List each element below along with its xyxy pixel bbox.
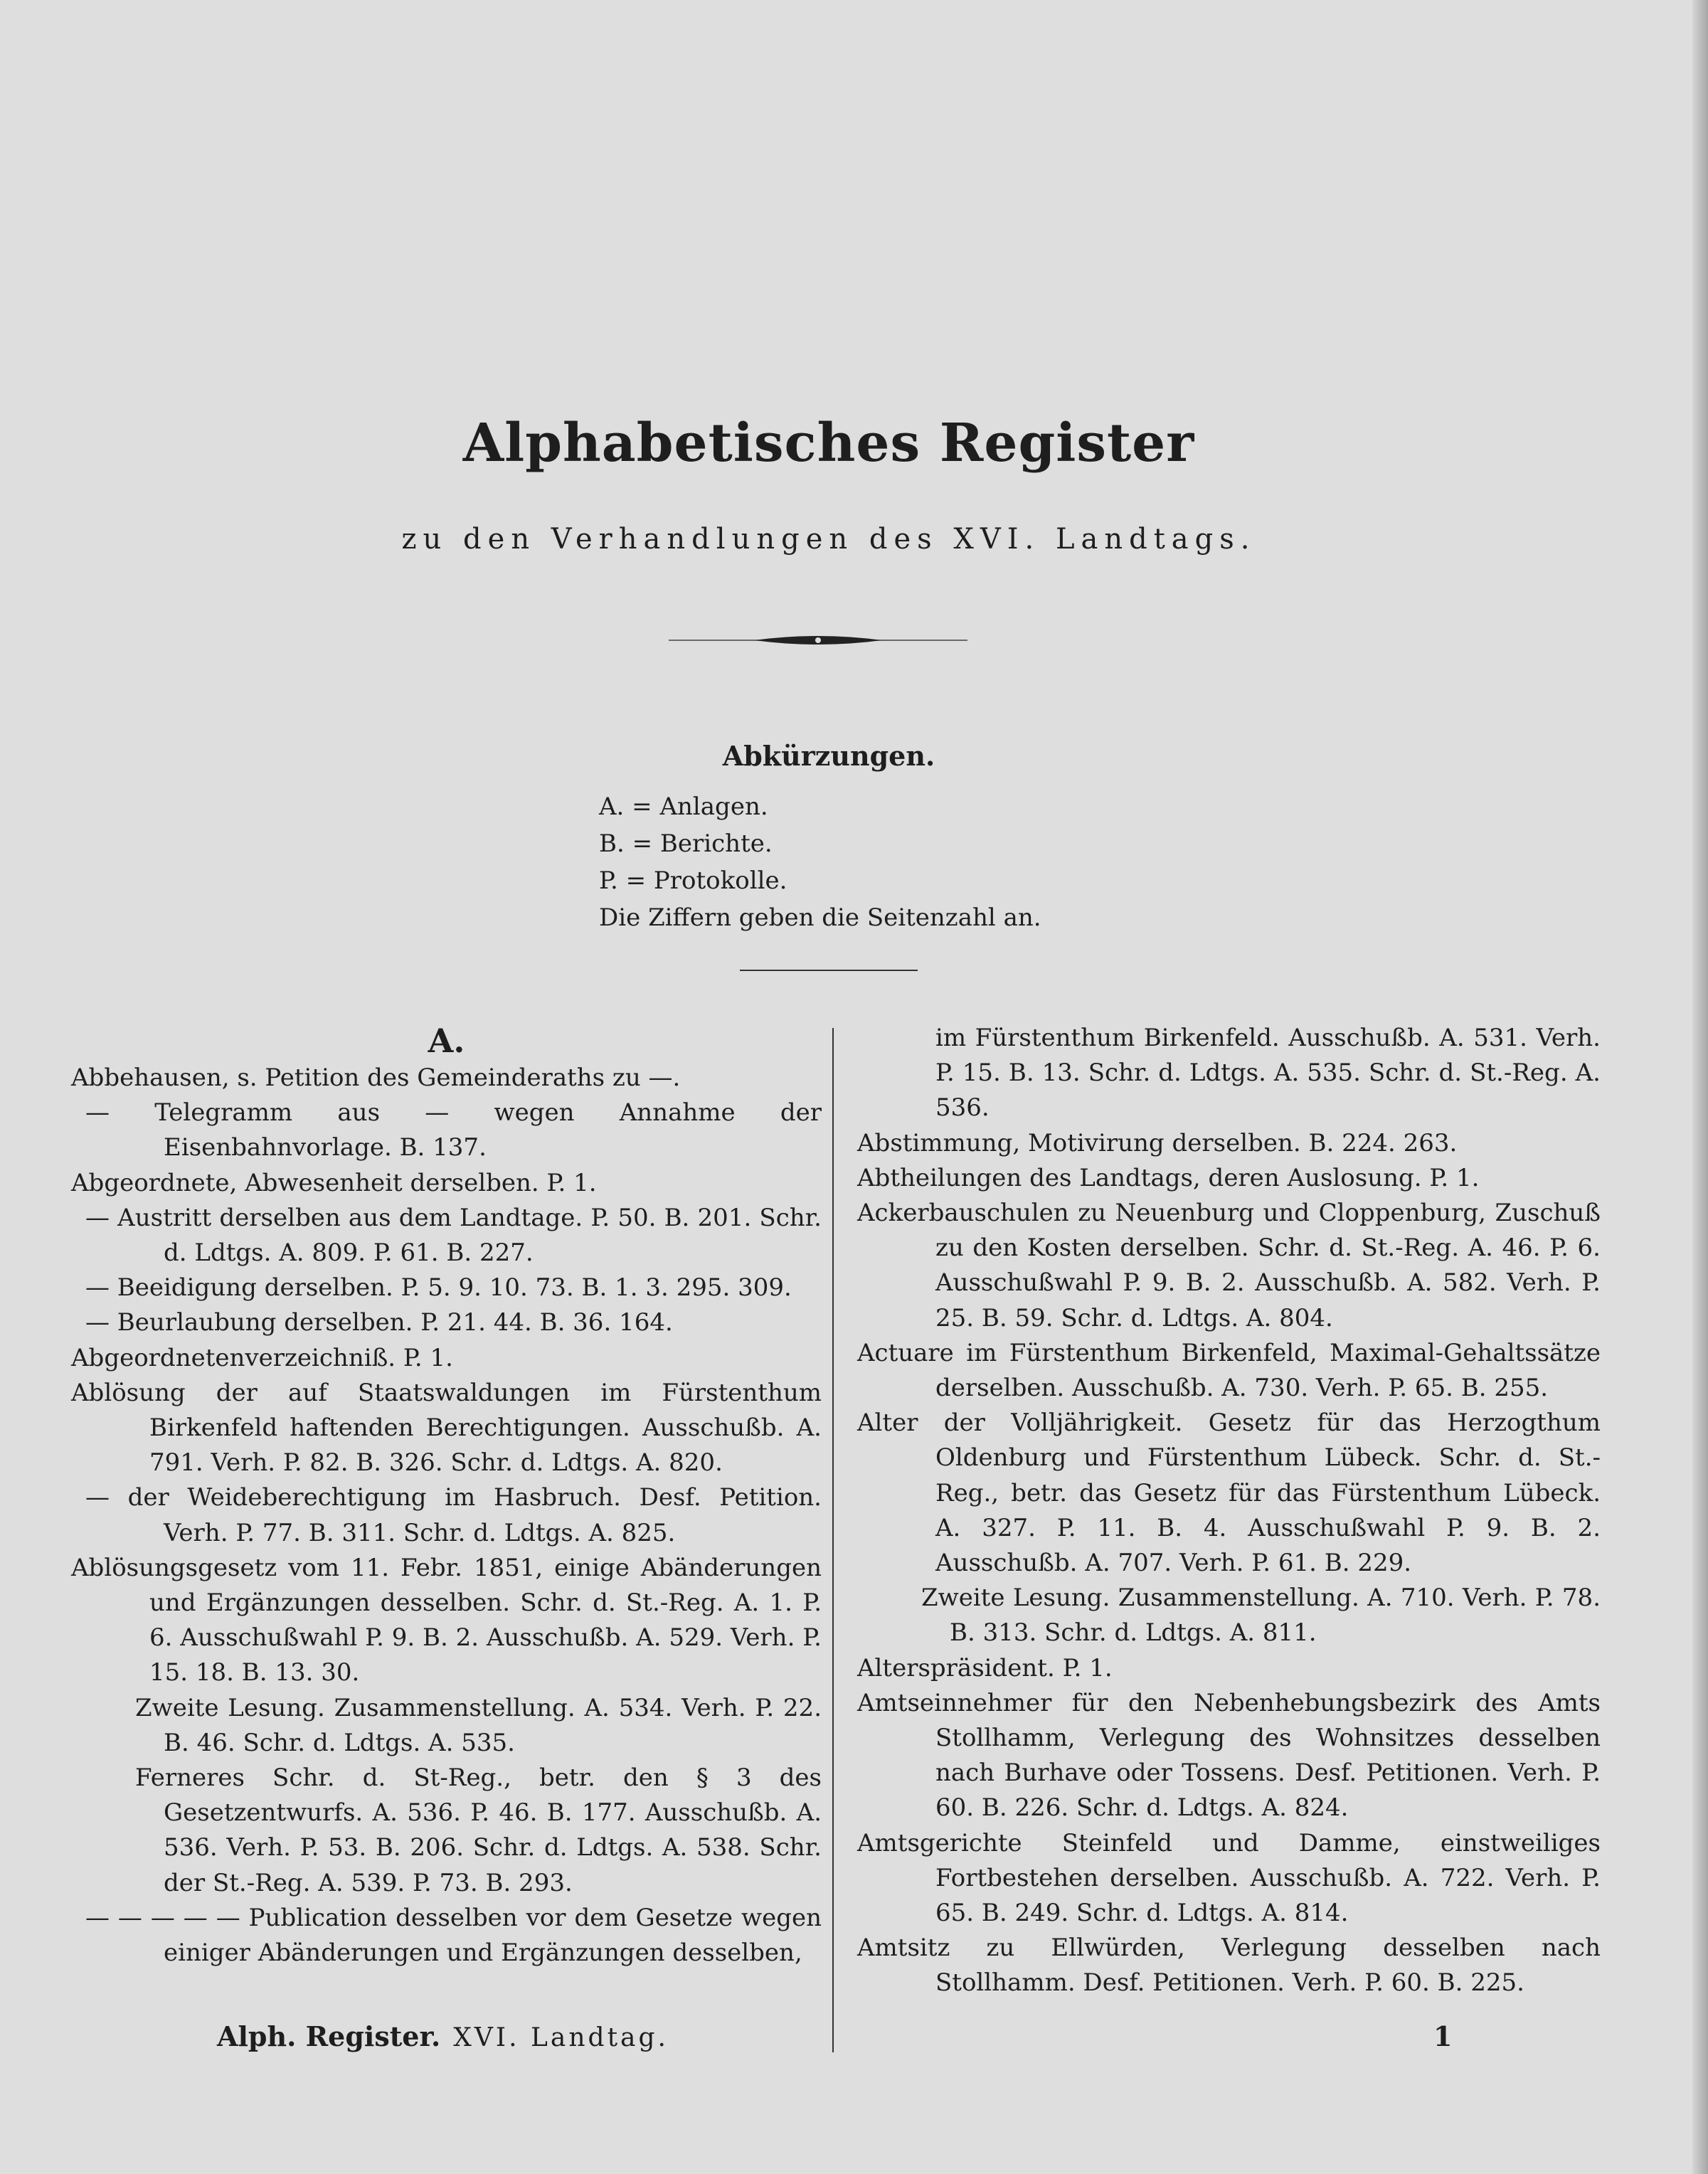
register-entry: Abbehausen, s. Petition des Gemeinderaths zu —. — [71, 1064, 681, 1092]
register-entry: Amtsitz zu Ellwürden, Verlegung desselben nach Stollhamm. Desf. Petitionen. Verh. P. 60. B. 225. — [857, 1934, 1601, 1998]
footer-landtag-label: XVI. Landtag. — [453, 2023, 669, 2052]
right-column — [857, 1021, 1601, 2001]
register-subentry: Zweite Lesung. Zusammenstellung. A. 534. Verh. P. 22. B. 46. Schr. d. Ldtgs. A. 535. — [135, 1693, 822, 1757]
register-entry: Abstimmung, Motivirung derselben. B. 224. 263. — [857, 1128, 1458, 1157]
register-entry: Amtsgerichte Steinfeld und Damme, einstweiliges Fortbestehen derselben. Ausschußb. A. 722. Verh. P. 65. B. 249. Schr. d. Ldtgs. A. 814. — [857, 1828, 1601, 1928]
register-subentry: Ferneres Schr. d. St-Reg., betr. den § 3 des Gesetzentwurfs. A. 536. P. 46. B. 177. Ausschußb. A. 536. Verh. P. 53. B. 206. Schr. d. Ldtgs. A. 538. Schr. der St.-Reg. A. 539. P. 73. B. 293. — [135, 1764, 822, 1897]
register-subentry: — Austritt derselben aus dem Landtage. P. 50. B. 201. Schr. d. Ldtgs. A. 809. P. 61. B. 227. — [85, 1203, 822, 1268]
register-entry: Abtheilungen des Landtags, deren Auslosung. P. 1. — [857, 1163, 1480, 1192]
register-subentry: — — — — — Publication desselben vor dem Gesetze wegen einiger Abänderungen und Ergänzungen desselben, — [85, 1903, 822, 1968]
register-entry: Ackerbauschulen zu Neuenburg und Cloppenburg, Zuschuß zu den Kosten derselben. Schr. d. St.-Reg. A. 46. P. 6. Ausschußwahl P. 9. B. 2. Ausschußb. A. 582. Verh. P. 25. B. 59. Schr. d. Ldtgs. A. 804. — [857, 1199, 1601, 1332]
page-number: 1 — [1433, 2020, 1453, 2052]
section-rule — [740, 970, 918, 971]
register-subentry: Zweite Lesung. Zusammenstellung. A. 710. Verh. P. 78. B. 313. Schr. d. Ldtgs. A. 811. — [921, 1584, 1601, 1648]
register-entry: Alterspräsident. P. 1. — [857, 1653, 1113, 1682]
abbreviation-note: Die Ziffern geben die Seitenzahl an. — [599, 903, 1041, 932]
register-entry: Actuare im Fürstenthum Birkenfeld, Maximal-Gehaltssätze derselben. Ausschußb. A. 730. Verh. P. 65. B. 255. — [857, 1338, 1601, 1403]
register-entry: Abgeordnete, Abwesenheit derselben. P. 1. — [71, 1168, 597, 1197]
register-entry: Abgeordnetenverzeichniß. P. 1. — [71, 1343, 453, 1372]
register-subentry: — der Weideberechtigung im Hasbruch. Desf. Petition. Verh. P. 77. B. 311. Schr. d. Ldtgs. A. 825. — [85, 1483, 822, 1547]
ornament-divider-icon — [669, 632, 967, 649]
register-entry: Ablösung der auf Staatswaldungen im Fürstenthum Birkenfeld haftenden Berechtigungen. Ausschußb. A. 791. Verh. P. 82. B. 326. Schr. d. Ldtgs. A. 820. — [71, 1378, 822, 1478]
column-divider — [832, 1028, 834, 2052]
abbreviation-line: B. = Berichte. — [599, 829, 773, 858]
page-subtitle: zu den Verhandlungen des XVI. Landtags. — [401, 523, 1256, 556]
page-title: Alphabetisches Register — [462, 413, 1195, 474]
page-footer — [217, 2020, 1469, 2052]
section-letter: A. — [428, 1022, 465, 1060]
register-subentry: — Telegramm aus — wegen Annahme der Eisenbahnvorlage. B. 137. — [85, 1098, 822, 1162]
register-entry: Amtseinnehmer für den Nebenhebungsbezirk des Amts Stollhamm, Verlegung des Wohnsitzes desselben nach Burhave oder Tossens. Desf. Petitionen. Verh. P. 60. B. 226. Schr. d. Ldtgs. A. 824. — [857, 1688, 1601, 1823]
abbreviations-list — [599, 788, 1041, 936]
footer-register-label: Alph. Register. — [217, 2020, 441, 2052]
register-subentry: — Beurlaubung derselben. P. 21. 44. B. 36. 164. — [85, 1308, 673, 1337]
register-subentry: — Beeidigung derselben. P. 5. 9. 10. 73. B. 1. 3. 295. 309. — [85, 1273, 792, 1303]
register-continuation: im Fürstenthum Birkenfeld. Ausschußb. A. 531. Verh. P. 15. B. 13. Schr. d. Ldtgs. A. 535. Schr. d. St.-Reg. A. 536. — [935, 1024, 1601, 1123]
abbreviation-line: P. = Protokolle. — [599, 866, 787, 895]
abbreviation-line: A. = Anlagen. — [599, 792, 768, 821]
left-column — [71, 1021, 822, 1971]
register-entry: Ablösungsgesetz vom 11. Febr. 1851, einige Abänderungen und Ergänzungen desselben. Schr. d. St.-Reg. A. 1. P. 6. Ausschußwahl P. 9. B. 2. Ausschußb. A. 529. Verh. P. 15. 18. B. 13. 30. — [71, 1553, 822, 1687]
register-entry: Alter der Volljährigkeit. Gesetz für das Herzogthum Oldenburg und Fürstenthum Lübeck. Schr. d. St.-Reg., betr. das Gesetz für das Fürstenthum Lübeck. A. 327. P. 11. B. 4. Ausschußwahl P. 9. B. 2. Ausschußb. A. 707. Verh. P. 61. B. 229. — [857, 1409, 1601, 1578]
page-edge-shadow — [1692, 0, 1708, 2174]
abbreviations-heading: Abkürzungen. — [722, 740, 935, 772]
